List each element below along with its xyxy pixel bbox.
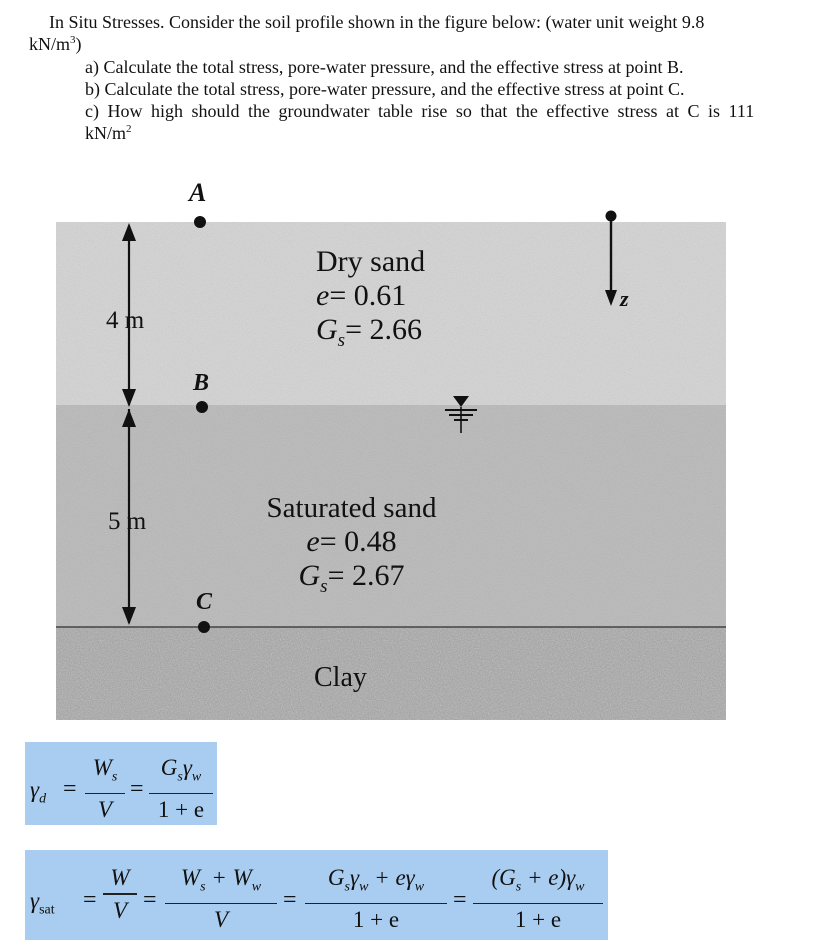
question-intro-line2: $kN/m^3$) bbox=[29, 34, 82, 54]
gamma-sat-symbol: $\gamma_{sat}$ bbox=[30, 888, 55, 918]
saturated-sand-label: Saturated sand e= 0.48 $G_s= 2.67$ bbox=[259, 491, 444, 593]
equals-sign: = bbox=[453, 887, 467, 913]
gs-gammaw-over-1e-fraction: $G_s\gamma_w$ 1 + e bbox=[149, 754, 213, 823]
equals-sign: = bbox=[130, 776, 144, 802]
point-a-dot bbox=[194, 216, 206, 228]
ws-over-v-fraction: $W_s$ V bbox=[85, 754, 125, 823]
dimension-5m-label: 5 m bbox=[108, 508, 147, 535]
point-a-label: A bbox=[189, 178, 207, 207]
dry-sand-label: Dry sand e= 0.61 $G_s= 2.66$ bbox=[316, 245, 426, 351]
question-part-c-line1: c) How high should the groundwater table rise so that the effective stress at C is 111 bbox=[85, 101, 755, 121]
saturated-sand-void-ratio: e= 0.48 bbox=[306, 525, 397, 558]
dimension-4m-label: 4 m bbox=[106, 307, 145, 334]
ws-plus-ww-over-v-fraction: $W_s + W_w$ V bbox=[165, 864, 277, 933]
question-intro-line1: In Situ Stresses. Consider the soil profile shown in the figure below: (water unit weight 9.8 bbox=[49, 12, 705, 32]
equals-sign: = bbox=[83, 887, 97, 913]
question-part-a: a) Calculate the total stress, pore-water pressure, and the effective stress at point B. bbox=[85, 57, 684, 77]
equals-sign: = bbox=[63, 776, 77, 802]
clay-label: Clay bbox=[314, 662, 367, 693]
saturated-sand-specific-gravity: $G_s= 2.67$ bbox=[298, 559, 405, 597]
dry-unit-weight-formula bbox=[25, 742, 217, 825]
gamma-d-symbol: $\gamma_d$ bbox=[30, 777, 47, 807]
point-c-label: C bbox=[196, 589, 213, 615]
question-part-b: b) Calculate the total stress, pore-water pressure, and the effective stress at point C. bbox=[85, 79, 685, 99]
question-part-c-line2: $kN/m^2$ bbox=[85, 123, 132, 143]
soil-profile-figure bbox=[56, 175, 726, 725]
equals-sign: = bbox=[143, 887, 157, 913]
point-b-dot bbox=[196, 401, 208, 413]
point-b-label: B bbox=[193, 370, 210, 396]
gs-gammaw-plus-e-gammaw-fraction: $G_s\gamma_w + e\gamma_w$ 1 + e bbox=[305, 864, 447, 933]
dry-sand-specific-gravity: $G_s= 2.66$ bbox=[316, 313, 422, 351]
saturated-unit-weight-formula bbox=[25, 850, 608, 940]
w-over-v-fraction: W V bbox=[103, 864, 137, 924]
point-c-dot bbox=[198, 621, 210, 633]
z-axis-label: z bbox=[620, 286, 629, 311]
equals-sign: = bbox=[283, 887, 297, 913]
gs-plus-e-gammaw-fraction: $(G_s + e)\gamma_w$ 1 + e bbox=[473, 864, 603, 933]
dry-sand-void-ratio: e= 0.61 bbox=[316, 279, 407, 312]
